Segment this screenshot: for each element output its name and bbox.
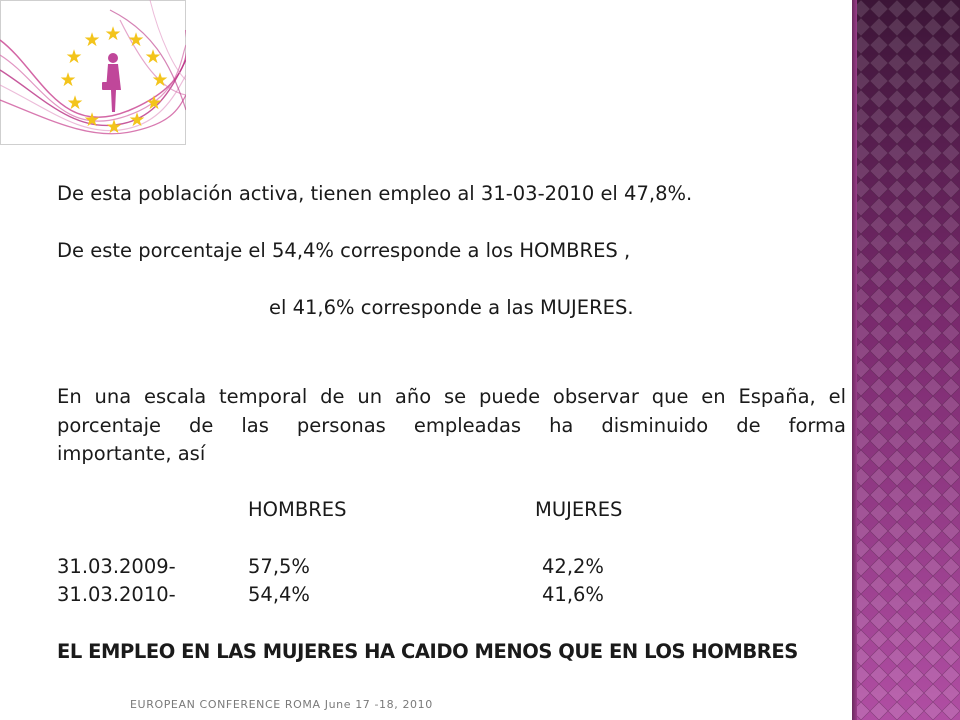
paragraph-line: importante, así (57, 442, 206, 465)
svg-text:★: ★ (104, 23, 122, 45)
decorative-diamond-band (852, 0, 960, 720)
conclusion-line: EL EMPLEO EN LAS MUJERES HA CAIDO MENOS QUE EN LOS HOMBRES (57, 640, 798, 663)
svg-text:★: ★ (128, 109, 146, 131)
header-hombres: HOMBRES (248, 498, 347, 521)
row-date: 31.03.2010- (57, 583, 176, 606)
row-date: 31.03.2009- (57, 555, 176, 578)
svg-text:★: ★ (144, 46, 162, 68)
svg-text:★: ★ (127, 29, 145, 51)
row-mujeres-value: 42,2% (542, 555, 604, 578)
svg-text:★: ★ (105, 116, 123, 138)
svg-text:★: ★ (59, 69, 77, 91)
row-hombres-value: 57,5% (248, 555, 310, 578)
men-percentage-line: De este porcentaje el 54,4% corresponde a los HOMBRES , (57, 239, 631, 262)
paragraph-line: porcentaje de las personas empleadas ha disminuido de forma (57, 413, 846, 437)
svg-text:★: ★ (83, 29, 101, 51)
row-mujeres-value: 41,6% (542, 583, 604, 606)
svg-text:★: ★ (151, 69, 169, 91)
footer-conference: EUROPEAN CONFERENCE ROMA June 17 -18, 2010 (130, 698, 433, 711)
paragraph-line: En una escala temporal de un año se puede observar que en España, el (57, 385, 846, 408)
svg-text:★: ★ (145, 92, 163, 114)
svg-text:★: ★ (65, 46, 83, 68)
header-mujeres: MUJERES (535, 498, 623, 521)
band-edge (852, 0, 857, 720)
svg-text:★: ★ (66, 92, 84, 114)
employment-rate-line: De esta población activa, tienen empleo al 31-03-2010 el 47,8%. (57, 182, 693, 205)
temporal-paragraph (57, 383, 846, 469)
row-hombres-value: 54,4% (248, 583, 310, 606)
conference-logo (0, 0, 186, 145)
svg-text:★: ★ (83, 109, 101, 131)
women-percentage-line: el 41,6% corresponde a las MUJERES. (269, 296, 634, 319)
